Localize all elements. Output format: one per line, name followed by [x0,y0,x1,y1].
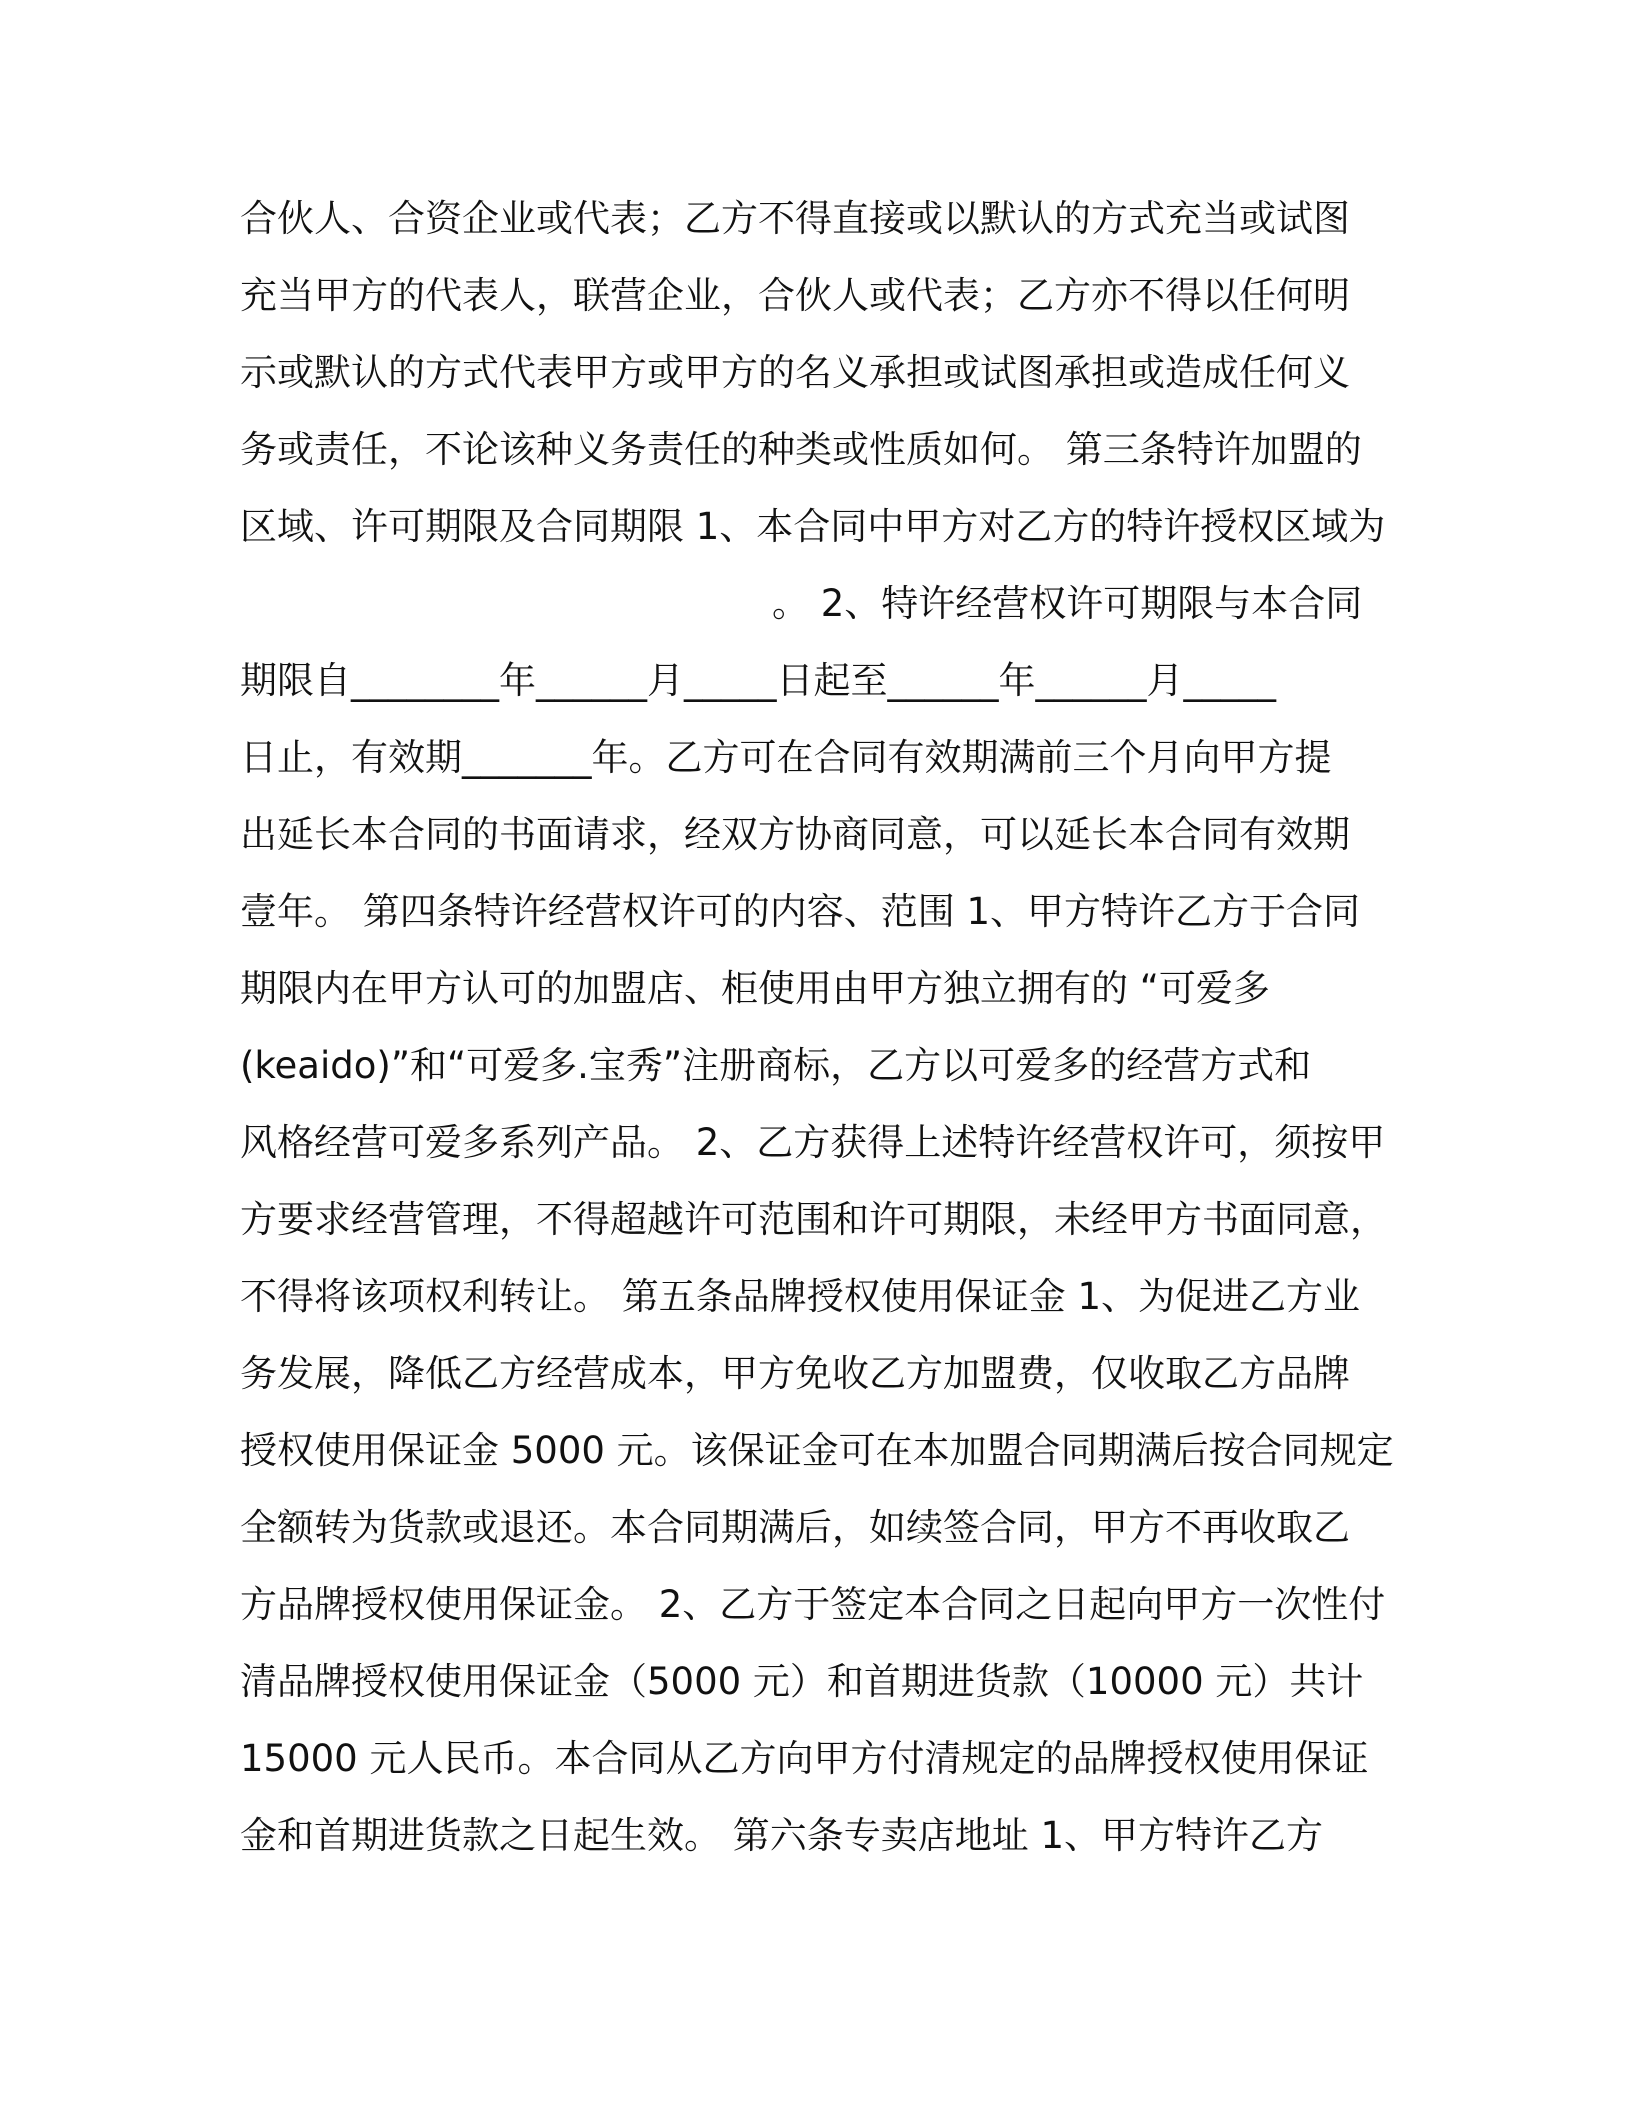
text-line-7: 期限自________年______月_____日起至______年______月_____ [240,659,1276,702]
contract-text [240,186,1400,1880]
text-line-9: 出延长本合同的书面请求，经双方协商同意，可以延长本合同有效期 [240,813,1350,856]
text-line-3: 示或默认的方式代表甲方或甲方的名义承担或试图承担或造成任何义 [240,351,1350,394]
text-line-8: 日止，有效期_______年。乙方可在合同有效期满前三个月向甲方提 [240,736,1332,779]
text-line-12: (keaido)”和“可爱多.宝秀”注册商标，乙方以可爱多的经营方式和 [240,1044,1312,1087]
text-line-11: 期限内在甲方认可的加盟店、柜使用由甲方独立拥有的 “可爱多 [240,967,1270,1010]
text-line-2: 充当甲方的代表人，联营企业，合伙人或代表；乙方亦不得以任何明 [240,274,1350,317]
text-line-5: 区域、许可期限及合同期限 1、本合同中甲方对乙方的特许授权区域为 [240,505,1386,548]
text-line-20: 清品牌授权使用保证金（5000 元）和首期进货款（10000 元）共计 [240,1660,1364,1703]
text-line-14: 方要求经营管理，不得超越许可范围和许可期限，未经甲方书面同意， [240,1198,1387,1241]
text-line-16: 务发展，降低乙方经营成本，甲方免收乙方加盟费，仅收取乙方品牌 [240,1352,1350,1395]
text-line-17: 授权使用保证金 5000 元。该保证金可在本加盟合同期满后按合同规定 [240,1429,1394,1472]
text-line-15: 不得将该项权利转让。 第五条品牌授权使用保证金 1、为促进乙方业 [240,1275,1361,1318]
text-line-22: 金和首期进货款之日起生效。 第六条专卖店地址 1、甲方特许乙方 [240,1814,1324,1857]
text-line-19: 方品牌授权使用保证金。 2、乙方于签定本合同之日起向甲方一次性付 [240,1583,1386,1626]
text-line-4: 务或责任，不论该种义务责任的种类或性质如何。 第三条特许加盟的 [240,428,1362,471]
text-line-6: 。 2、特许经营权许可期限与本合同 [772,582,1363,625]
text-line-13: 风格经营可爱多系列产品。 2、乙方获得上述特许经营权许可，须按甲 [240,1121,1386,1164]
text-line-21: 15000 元人民币。本合同从乙方向甲方付清规定的品牌授权使用保证 [240,1737,1369,1780]
text-line-1: 合伙人、合资企业或代表；乙方不得直接或以默认的方式充当或试图 [240,197,1350,240]
text-line-18: 全额转为货款或退还。本合同期满后，如续签合同，甲方不再收取乙 [240,1506,1350,1549]
text-line-10: 壹年。 第四条特许经营权许可的内容、范围 1、甲方特许乙方于合同 [240,890,1361,933]
